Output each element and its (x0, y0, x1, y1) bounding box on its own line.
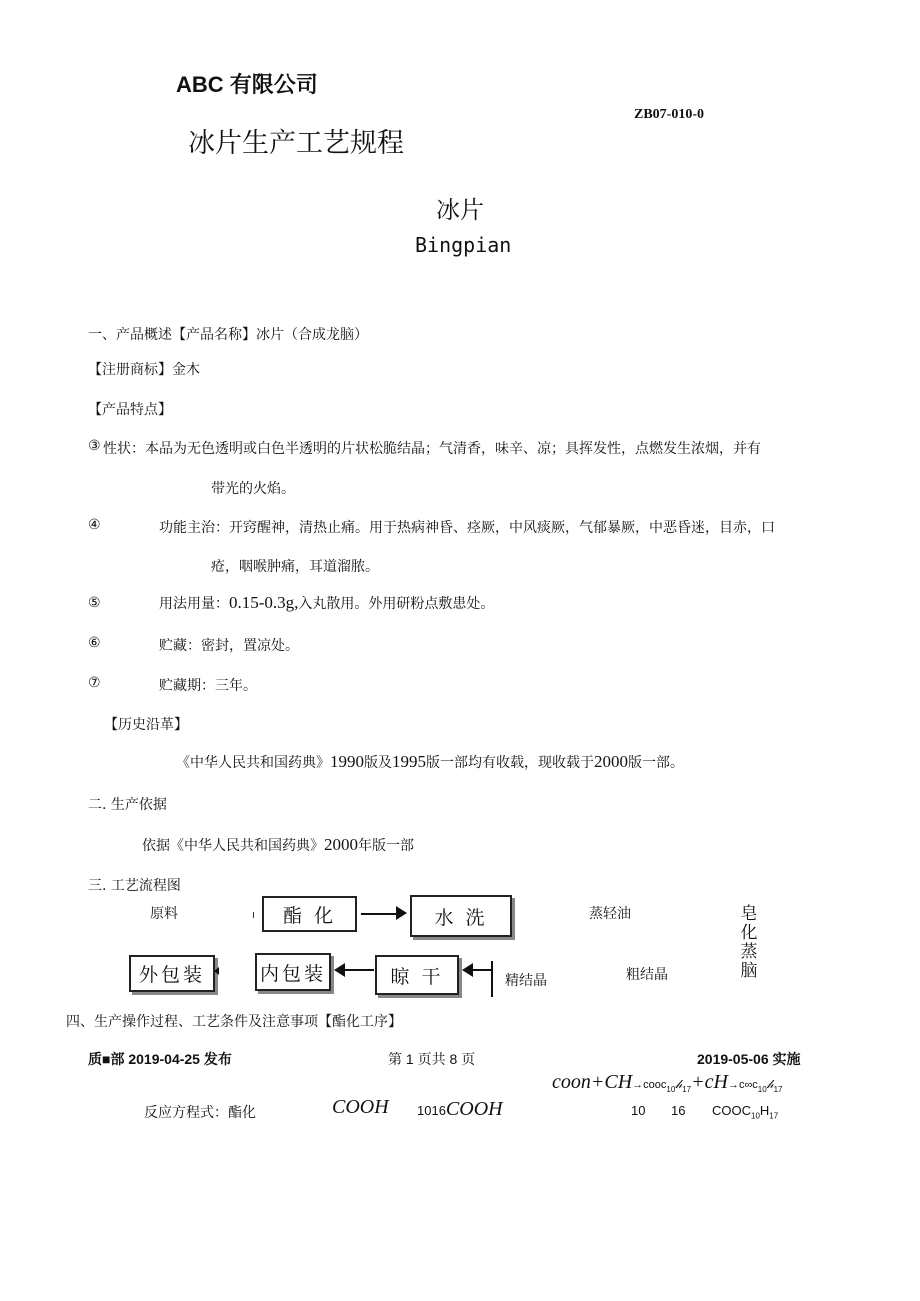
section3-heading: 三. 工艺流程图 (88, 878, 181, 894)
flow-raw-material: 原料 (150, 906, 178, 922)
item5-text: 用法用量：0.15-0.3g,入丸散用。外用研粉点敷患处。 (159, 593, 495, 612)
product-name-pinyin: Bingpian (415, 233, 512, 257)
flow-box-water-wash: 水 洗 (410, 895, 512, 937)
reaction-product-formula: $COOC_{10}H_{17}$ (712, 1103, 779, 1121)
reaction-cooh-1: COOH (332, 1096, 389, 1118)
item4-number: ④ (88, 517, 101, 533)
item4-text-line2: 疮，咽喉肿痛，耳道溜脓。 (211, 559, 379, 575)
item4-text-line1: 功能主治：开窍醒神，清热止痛。用于热病神昏、痉厥，中风痰厥，气郁暴厥，中恶昏迷，目赤，口 (159, 520, 775, 536)
flow-tick-mark (253, 912, 254, 918)
flow-box-inner-pack: 内包装 (255, 953, 331, 991)
flow-box-outer-pack: 外包装 (129, 955, 215, 992)
footer-issued: 质■部 2019-04-25 发布 (88, 1051, 232, 1067)
item6-text: 贮藏：密封，置凉处。 (159, 638, 299, 654)
item6-number: ⑥ (88, 635, 101, 651)
flow-box-drying: 晾 干 (375, 955, 459, 995)
section2-text: 依据《中华人民共和国药典》2000年版一部 (142, 835, 414, 854)
features-heading: 【产品特点】 (88, 402, 172, 418)
arrowhead-right-icon (396, 906, 407, 920)
footer-page: 第 1 页共 8 页 (388, 1051, 476, 1067)
flow-box-esterification: 酯 化 (262, 896, 357, 932)
footer-effective: 2019-05-06 实施 (697, 1051, 801, 1067)
arrowhead-left-icon (214, 967, 219, 975)
document-code: ZB07-010-0 (634, 107, 704, 122)
document-title: 冰片生产工艺规程 (188, 128, 404, 158)
item3-text-line1: 性状：本品为无色透明或白色半透明的片状松脆结晶；气清香，味辛、凉；具挥发性，点燃发生浓烟，并有 (103, 441, 761, 457)
reaction-line1: $coon+CH\to cooc_{10}𝒽_{17}+cH\to c\infty c_{10}𝒽_{17}$ (552, 1071, 783, 1095)
item3-number: ③ (88, 438, 101, 454)
item7-text: 贮藏期：三年。 (159, 678, 257, 694)
history-text: 《中华人民共和国药典》1990版及1995版一部均有收载，现收载于2000版一部。 (176, 752, 684, 771)
item3-text-line2: 带光的火焰。 (211, 481, 295, 497)
item7-number: ⑦ (88, 675, 101, 691)
flow-crude-crystal: 粗结晶 (626, 967, 668, 983)
section1-heading: 一、产品概述【产品名称】冰片（合成龙脑） (88, 327, 368, 343)
item5-number: ⑤ (88, 595, 101, 611)
reaction-number-10: 10 (631, 1103, 646, 1118)
history-heading: 【历史沿革】 (104, 717, 188, 733)
flow-turpentine: 蒸轻油 (589, 906, 631, 922)
flow-refined-crystal: 精结晶 (505, 973, 547, 989)
flow-saponify-vertical: 皂 化 蒸 脑 (740, 904, 758, 981)
section4-heading: 四、生产操作过程、工艺条件及注意事项【酯化工序】 (66, 1014, 402, 1030)
reaction-label: 反应方程式：酯化 (144, 1105, 256, 1121)
section2-heading: 二. 生产依据 (88, 797, 167, 813)
flow-arrow-refine-to-dry (472, 969, 492, 971)
trademark-line: 【注册商标】金木 (88, 362, 200, 378)
flow-arrow-esterify-to-wash (361, 913, 399, 915)
flow-connector-line (491, 961, 493, 997)
reaction-number-16: 16 (671, 1103, 686, 1118)
product-name-cn: 冰片 (436, 197, 484, 224)
reaction-cooh-2-group: 1016COOH (417, 1098, 503, 1120)
company-name: ABC 有限公司 (176, 72, 318, 97)
flow-arrow-dry-to-inner (344, 969, 374, 971)
